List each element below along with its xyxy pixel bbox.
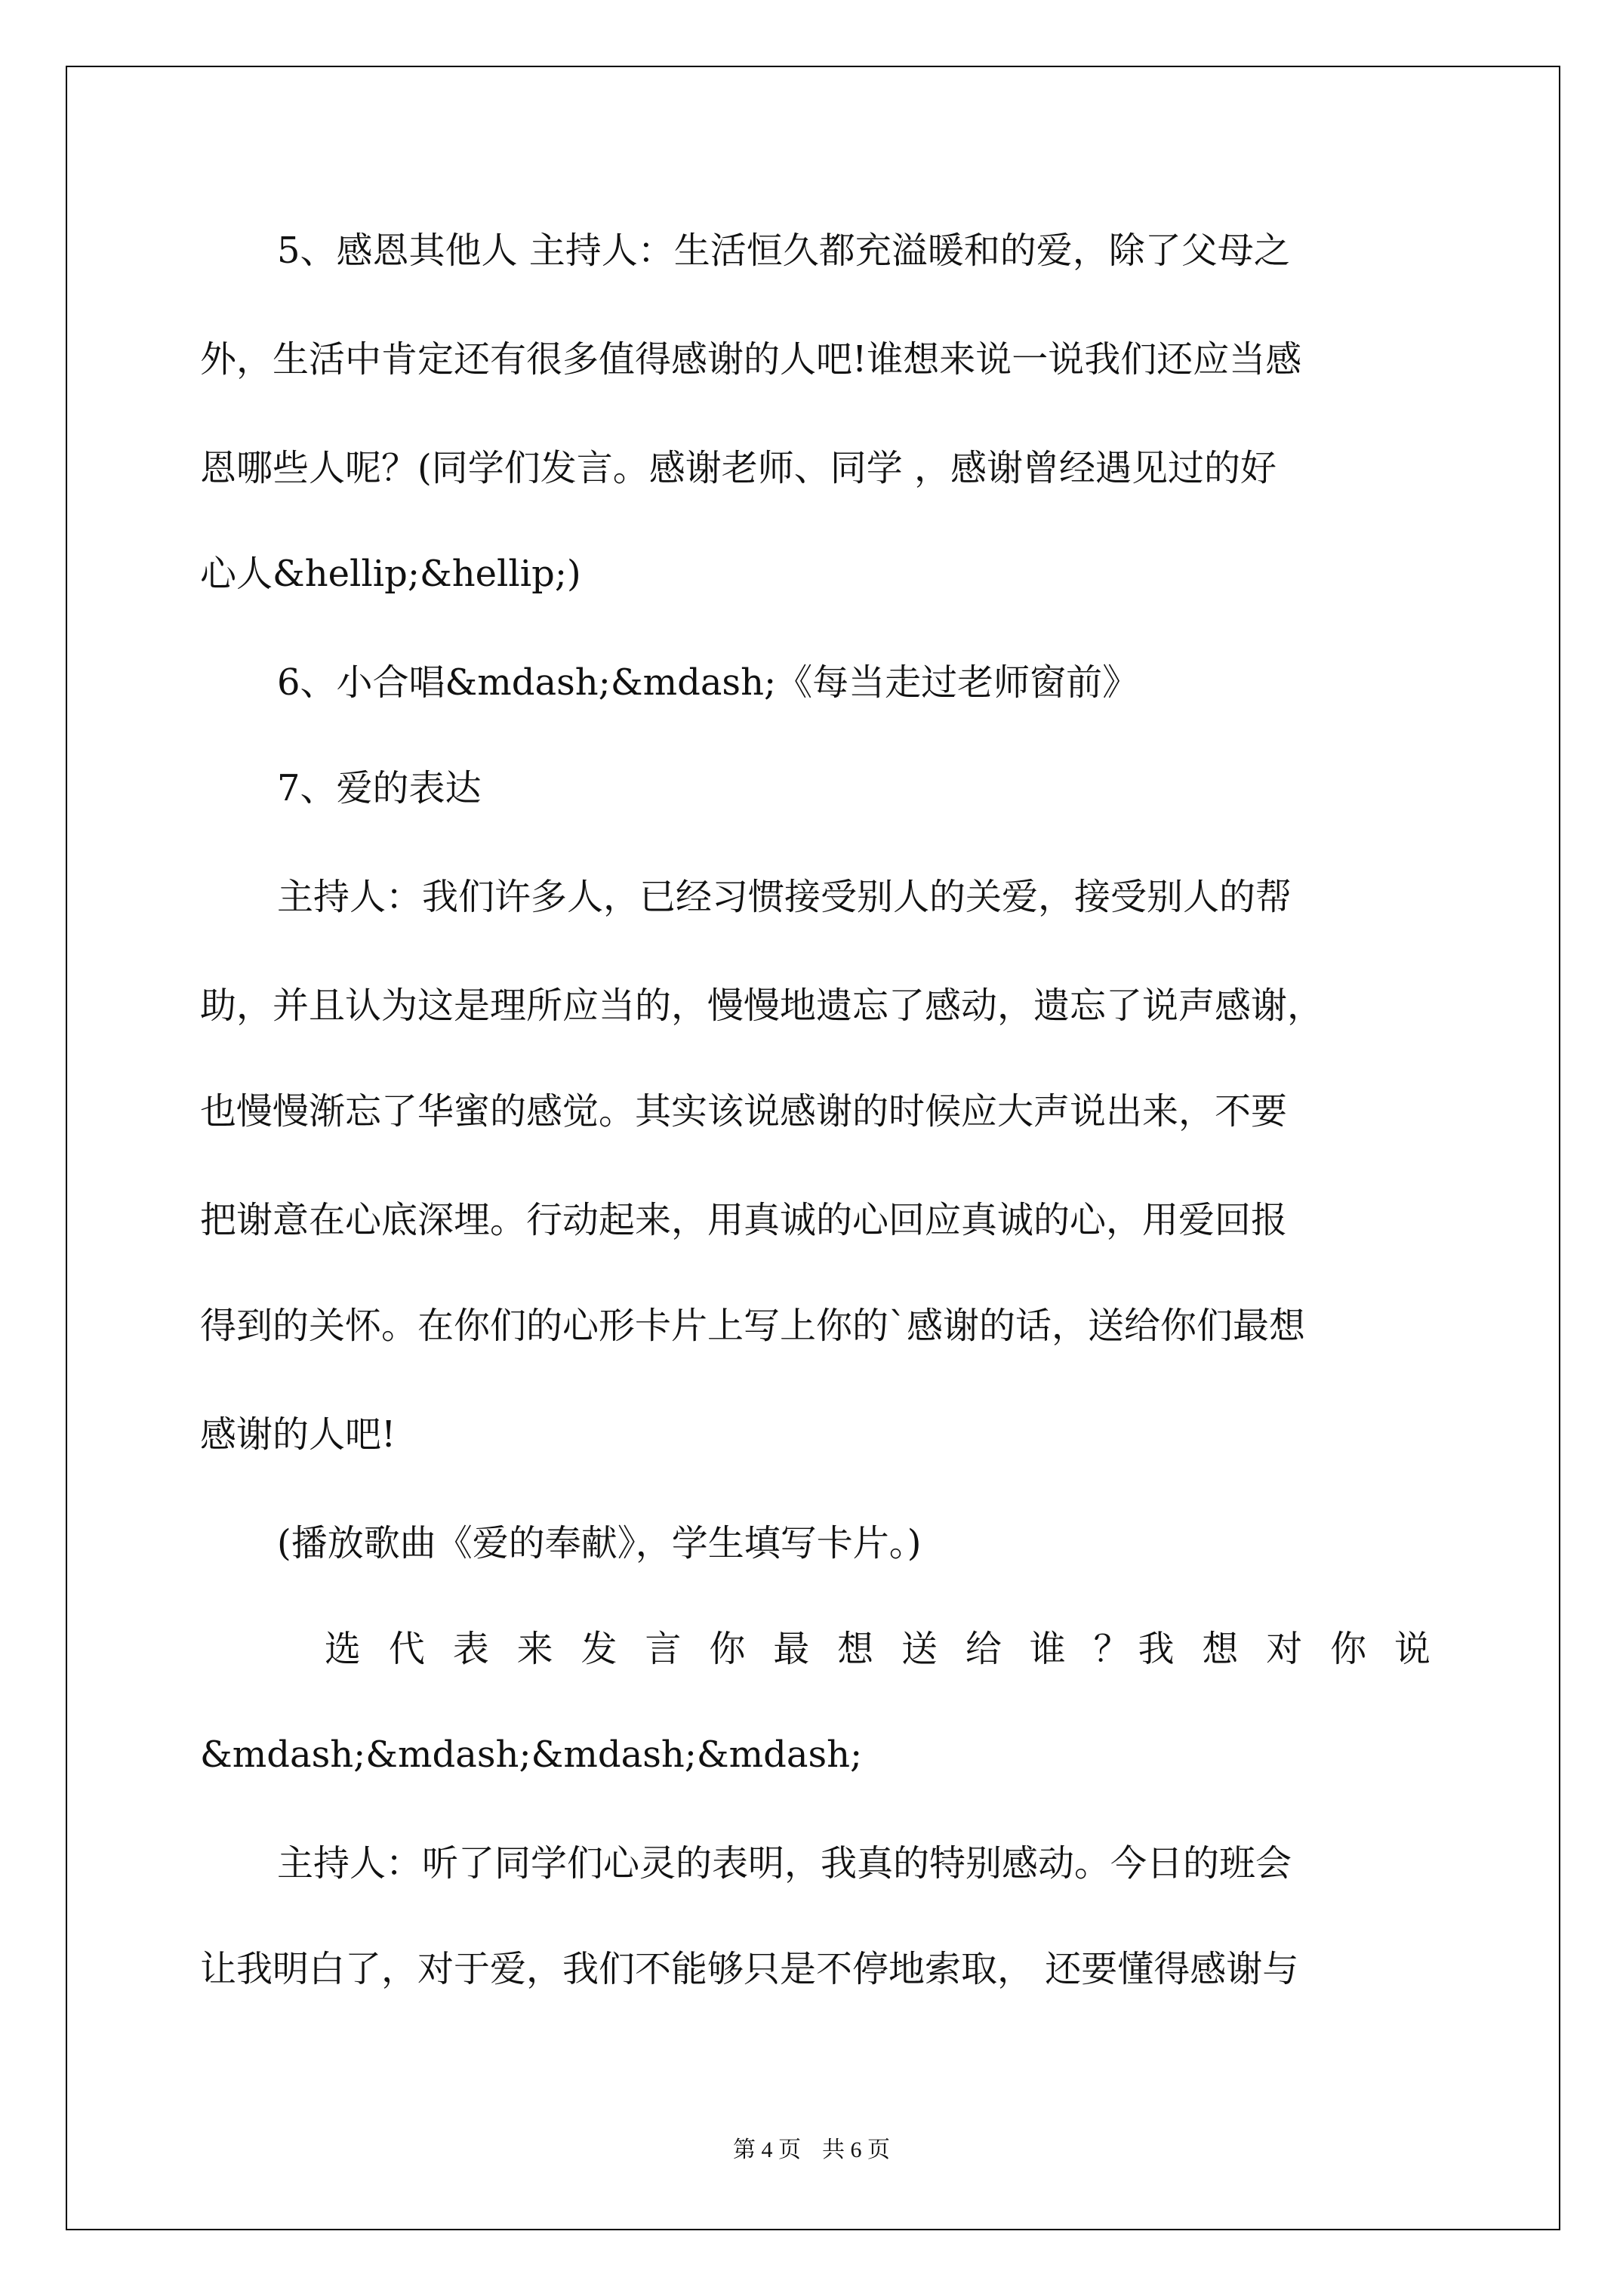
text-line: 5、感恩其他人 主持人：生活恒久都充溢暖和的爱，除了父母之 — [277, 230, 1290, 272]
text-line: 选 代 表 来 发 言 你 最 想 送 给 谁 ？我 想 对 你 说 — [325, 1628, 1431, 1670]
text-line: 让我明白了，对于爱，我们不能够只是不停地索取， 还要懂得感谢与 — [200, 1948, 1299, 1990]
text-line: &mdash;&mdash;&mdash;&mdash; — [200, 1734, 863, 1776]
text-line: 把谢意在心底深埋。行动起来，用真诚的心回应真诚的心，用爱回报 — [200, 1199, 1288, 1241]
text-line: 恩哪些人呢？(同学们发言。感谢老师、同学 ，感谢曾经遇见过的好 — [200, 447, 1277, 489]
page-border — [66, 66, 1560, 2230]
text-line: 得到的关怀。在你们的心形卡片上写上你的`感谢的话，送给你们最想 — [200, 1305, 1306, 1347]
page-number: 第 4 页 — [733, 2137, 801, 2162]
text-line: 主持人：我们许多人，已经习惯接受别人的关爱，接受别人的帮 — [277, 876, 1292, 918]
text-line: 外，生活中肯定还有很多值得感谢的人吧!谁想来说一说我们还应当感 — [200, 338, 1302, 381]
text-line: 6、小合唱&mdash;&mdash;《每当走过老师窗前》 — [277, 661, 1139, 704]
page-total: 共 6 页 — [822, 2137, 890, 2162]
text-line: 7、爱的表达 — [277, 767, 482, 809]
text-line: 助，并且认为这是理所应当的，慢慢地遗忘了感动，遗忘了说声感谢， — [200, 985, 1324, 1027]
page-footer — [0, 2131, 1623, 2164]
text-line: (播放歌曲《爱的奉献》，学生填写卡片。) — [277, 1522, 922, 1564]
text-line: 心人&hellip;&hellip;) — [200, 553, 581, 595]
text-line: 主持人：听了同学们心灵的表明，我真的特别感动。今日的班会 — [277, 1842, 1292, 1885]
text-line: 也慢慢渐忘了华蜜的感觉。其实该说感谢的时候应大声说出来，不要 — [200, 1090, 1288, 1133]
text-line: 感谢的人吧! — [200, 1413, 396, 1456]
